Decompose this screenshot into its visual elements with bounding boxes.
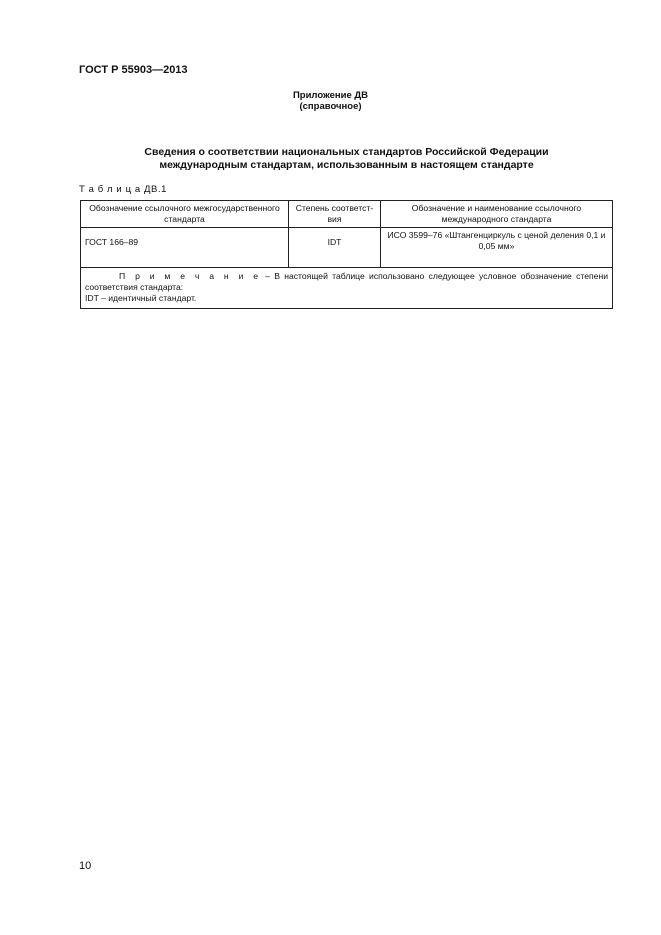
cell-reference-standard: ГОСТ 166–89 xyxy=(81,228,289,268)
cell-international-standard: ИСО 3599–76 «Штангенциркуль с ценой деления 0,1 и 0,05 мм» xyxy=(381,228,613,268)
heading-line-1: Сведения о соответствии национальных стандартов Российской Федерации xyxy=(144,146,549,158)
section-heading xyxy=(0,146,661,172)
standards-table xyxy=(80,200,613,309)
table-row xyxy=(81,228,613,268)
note-second-line: IDT – идентичный стандарт. xyxy=(85,293,197,303)
document-code: ГОСТ Р 55903—2013 xyxy=(79,64,188,76)
page-number: 10 xyxy=(79,860,92,872)
note-text: – В настоящей таблице использовано следующее условное обозначение степени соответствия стандарта: xyxy=(85,271,609,292)
table-note xyxy=(81,268,613,309)
cell-degree: IDT xyxy=(289,228,381,268)
note-label: П р и м е ч а н и е xyxy=(119,271,261,281)
header-cell-international: Обозначение и наименование ссылочного международного стандарта xyxy=(381,201,613,228)
header-cell-reference: Обозначение ссылочного межгосударственного стандарта xyxy=(81,201,289,228)
table-note-row xyxy=(81,268,613,309)
appendix-title: Приложение ДВ xyxy=(292,90,369,101)
table-caption: Т а б л и ц а ДВ.1 xyxy=(79,184,168,195)
note-first-line xyxy=(85,271,608,293)
heading-line-2: международным стандартам, использованным в настоящем стандарте xyxy=(159,159,534,171)
header-cell-degree: Степень соответст-вия xyxy=(289,201,381,228)
table-header-row xyxy=(81,201,613,228)
appendix-subtitle: (справочное) xyxy=(299,101,362,112)
